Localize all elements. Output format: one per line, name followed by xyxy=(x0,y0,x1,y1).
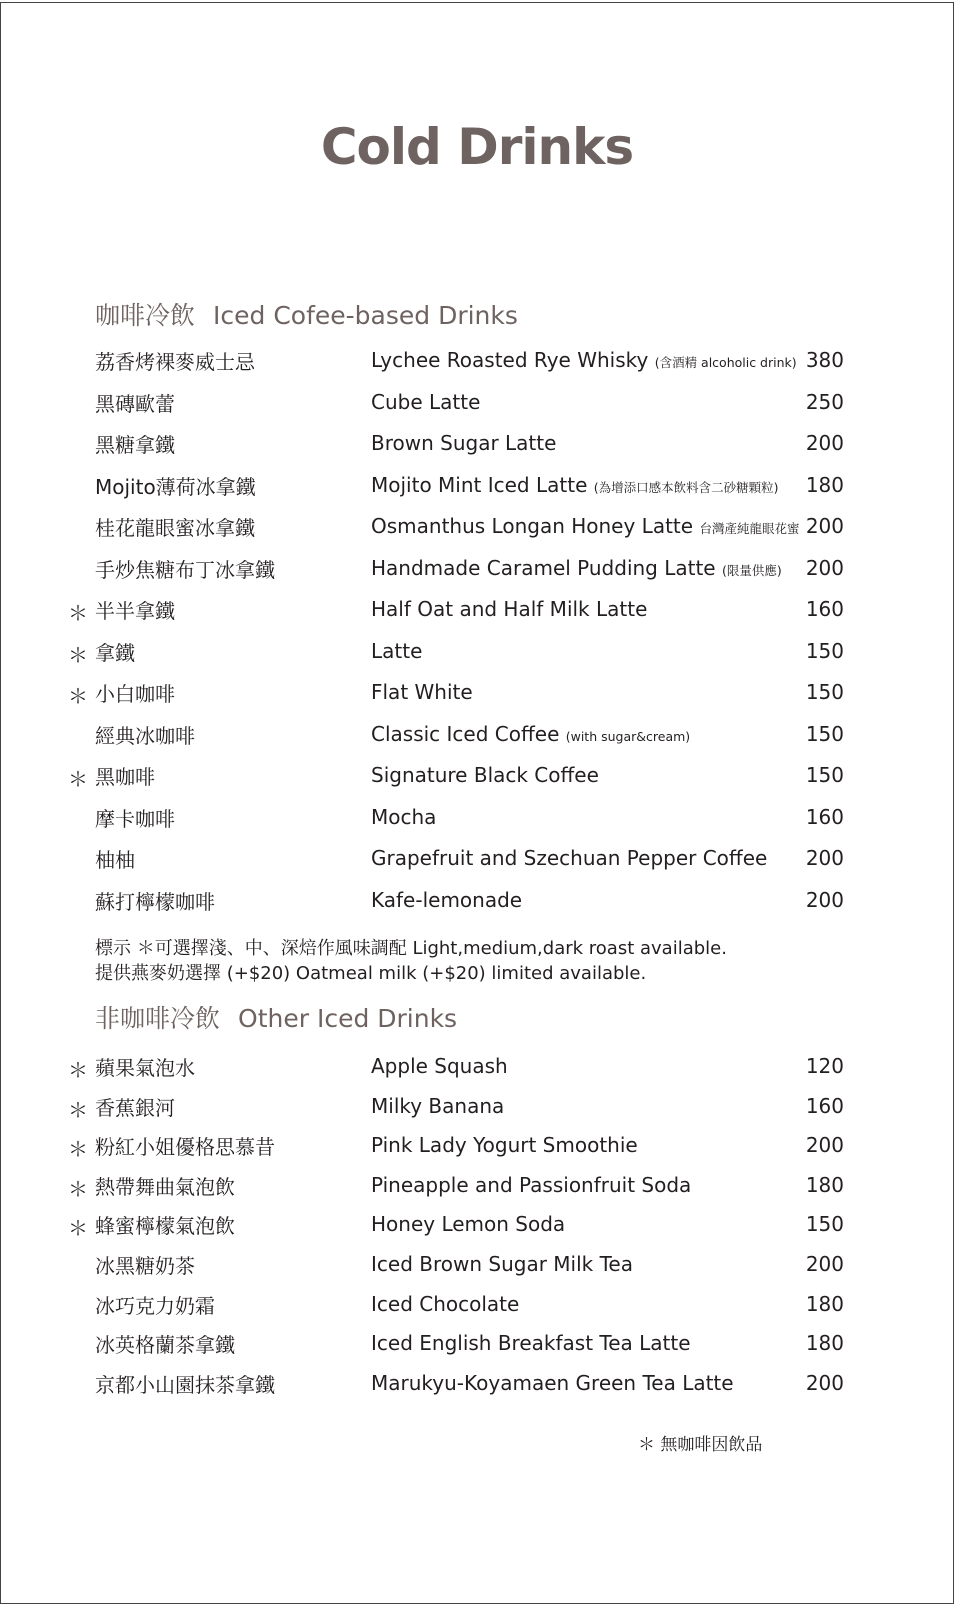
other-drinks-list xyxy=(0,1052,954,1408)
item-name-en: Signature Black Coffee xyxy=(371,763,599,787)
item-price: 200 xyxy=(805,1251,844,1276)
item-name-zh: 手炒焦糖布丁冰拿鐵 xyxy=(95,557,275,582)
item-name-en: Marukyu-Koyamaen Green Tea Latte xyxy=(371,1370,734,1395)
item-price: 120 xyxy=(805,1054,844,1078)
item-price: 200 xyxy=(805,555,844,580)
item-name-zh: Mojito薄荷冰拿鐵 xyxy=(95,474,256,499)
item-name-en: Latte xyxy=(371,638,423,663)
menu-item xyxy=(0,595,954,637)
item-price: 160 xyxy=(805,1093,844,1118)
menu-item xyxy=(0,346,954,388)
item-price: 200 xyxy=(805,431,844,455)
item-name-en: Pink Lady Yogurt Smoothie xyxy=(371,1133,638,1158)
item-name-zh: 冰英格蘭茶拿鐵 xyxy=(95,1333,235,1358)
item-price: 200 xyxy=(805,1133,844,1158)
item-name-en: Brown Sugar Latte xyxy=(371,431,557,455)
item-name-zh: 黑咖啡 xyxy=(95,765,155,789)
item-name-en: Classic Iced Coffee xyxy=(371,721,560,746)
item-price: 200 xyxy=(805,1370,844,1395)
menu-item xyxy=(0,1290,954,1330)
item-name-zh: 香蕉銀河 xyxy=(95,1095,175,1120)
page-title: Cold Drinks xyxy=(320,118,634,176)
item-price: 150 xyxy=(805,1212,844,1237)
item-name-zh: 蘇打檸檬咖啡 xyxy=(95,889,215,914)
menu-item xyxy=(0,637,954,679)
item-name-en: Handmade Caramel Pudding Latte xyxy=(371,555,716,580)
item-name-zh: 冰黑糖奶茶 xyxy=(95,1253,195,1278)
item-name-en: Kafe-lemonade xyxy=(371,887,523,912)
item-note: (with sugar&cream) xyxy=(565,728,691,744)
decaf-star-icon: ＊ xyxy=(68,1097,88,1122)
other-heading-zh: 非咖啡冷飲 xyxy=(95,1004,221,1033)
item-name-en: Mocha xyxy=(371,804,437,829)
item-name-zh: 桂花龍眼蜜冰拿鐵 xyxy=(95,516,255,540)
other-heading-en: Other Iced Drinks xyxy=(238,1004,458,1033)
item-name-en: Half Oat and Half Milk Latte xyxy=(371,597,648,621)
item-name-en: Pineapple and Passionfruit Soda xyxy=(371,1172,692,1197)
menu-item xyxy=(0,1210,954,1250)
item-name-zh: 黑糖拿鐵 xyxy=(95,433,175,457)
item-price: 200 xyxy=(805,887,844,912)
menu-item xyxy=(0,720,954,762)
item-name-en: Iced Chocolate xyxy=(371,1291,520,1316)
item-price: 150 xyxy=(805,680,844,704)
footnote-roast: 標示 ＊可選擇淺、中、深焙作風味調配 Light,medium,dark roast available. xyxy=(95,938,727,959)
decaf-star-icon: ＊ xyxy=(68,684,88,708)
item-price: 150 xyxy=(805,763,844,787)
decaf-star-icon: ＊ xyxy=(68,642,88,667)
item-name-zh: 半半拿鐵 xyxy=(95,599,175,623)
menu-item xyxy=(0,886,954,928)
item-price: 180 xyxy=(805,1331,844,1356)
menu-item xyxy=(0,844,954,886)
item-price: 180 xyxy=(805,1172,844,1197)
item-name-zh: 蜂蜜檸檬氣泡飲 xyxy=(95,1214,235,1239)
other-section-heading xyxy=(95,999,457,1035)
menu-item xyxy=(0,803,954,845)
item-name-zh: 蘋果氣泡水 xyxy=(95,1056,195,1080)
item-price: 180 xyxy=(805,1291,844,1316)
coffee-heading-zh: 咖啡冷飲 xyxy=(95,301,196,330)
item-name-en: Lychee Roasted Rye Whisky xyxy=(371,348,649,372)
item-name-en: Iced English Breakfast Tea Latte xyxy=(371,1331,691,1356)
item-name-en: Iced Brown Sugar Milk Tea xyxy=(371,1251,633,1276)
item-name-zh: 荔香烤裸麥威士忌 xyxy=(95,350,255,374)
decaf-star-icon: ＊ xyxy=(68,1058,88,1082)
item-name-zh: 冰巧克力奶霜 xyxy=(95,1293,215,1318)
decaf-star-icon: ＊ xyxy=(68,767,88,791)
coffee-section-heading xyxy=(95,296,518,332)
decaf-star-icon: ＊ xyxy=(68,1137,88,1162)
item-name-zh: 京都小山園抹茶拿鐵 xyxy=(95,1372,275,1397)
item-name-en: Flat White xyxy=(371,680,473,704)
menu-item xyxy=(0,1250,954,1290)
menu-item xyxy=(0,761,954,803)
item-price: 200 xyxy=(805,514,844,538)
item-name-en: Honey Lemon Soda xyxy=(371,1212,566,1237)
menu-item xyxy=(0,1329,954,1369)
menu-item xyxy=(0,678,954,720)
menu-item xyxy=(0,1092,954,1132)
item-name-en: Cube Latte xyxy=(371,389,481,414)
coffee-drinks-list xyxy=(0,346,954,927)
coffee-heading-en: Iced Cofee-based Drinks xyxy=(213,301,518,330)
item-name-zh: 粉紅小姐優格思慕昔 xyxy=(95,1135,275,1160)
item-name-zh: 經典冰咖啡 xyxy=(95,723,195,748)
menu-item xyxy=(0,1171,954,1211)
item-note: 台灣產純龍眼花蜜 xyxy=(699,521,800,536)
item-name-zh: 柚柚 xyxy=(95,848,135,872)
menu-item xyxy=(0,1131,954,1171)
menu-item xyxy=(0,1052,954,1092)
menu-item xyxy=(0,471,954,513)
decaf-star-icon: ＊ xyxy=(68,601,88,625)
menu-item xyxy=(0,554,954,596)
item-price: 250 xyxy=(805,389,844,414)
item-name-zh: 拿鐵 xyxy=(95,640,135,665)
decaf-star-icon: ＊ xyxy=(68,1176,88,1201)
item-price: 150 xyxy=(805,721,844,746)
item-note: (限量供應) xyxy=(721,562,782,578)
menu-item xyxy=(0,1369,954,1409)
item-price: 160 xyxy=(805,804,844,829)
decaf-star-icon: ＊ xyxy=(68,1216,88,1241)
item-price: 380 xyxy=(805,348,844,372)
item-price: 160 xyxy=(805,597,844,621)
item-name-zh: 摩卡咖啡 xyxy=(95,806,175,831)
item-name-en: Osmanthus Longan Honey Latte xyxy=(371,514,694,538)
item-name-zh: 黑磚歐蕾 xyxy=(95,391,175,416)
item-price: 150 xyxy=(805,638,844,663)
item-note: (為增添口感本飲料含二砂糖顆粒) xyxy=(593,479,779,495)
footnote-oat-milk: 提供燕麥奶選擇 (+$20) Oatmeal milk (+$20) limited available. xyxy=(95,963,647,984)
item-name-en: Apple Squash xyxy=(371,1054,508,1078)
item-name-en: Grapefruit and Szechuan Pepper Coffee xyxy=(371,846,768,870)
decaf-legend: ＊ 無咖啡因飲品 xyxy=(638,1435,763,1455)
item-price: 180 xyxy=(805,472,844,497)
menu-item xyxy=(0,388,954,430)
roast-footnote xyxy=(95,936,727,986)
menu-item xyxy=(0,429,954,471)
item-name-en: Mojito Mint Iced Latte xyxy=(371,472,588,497)
menu-item xyxy=(0,512,954,554)
item-name-zh: 熱帶舞曲氣泡飲 xyxy=(95,1174,235,1199)
item-name-en: Milky Banana xyxy=(371,1093,505,1118)
item-note: (含酒精 alcoholic drink) xyxy=(654,355,797,370)
item-price: 200 xyxy=(805,846,844,870)
item-name-zh: 小白咖啡 xyxy=(95,682,175,706)
